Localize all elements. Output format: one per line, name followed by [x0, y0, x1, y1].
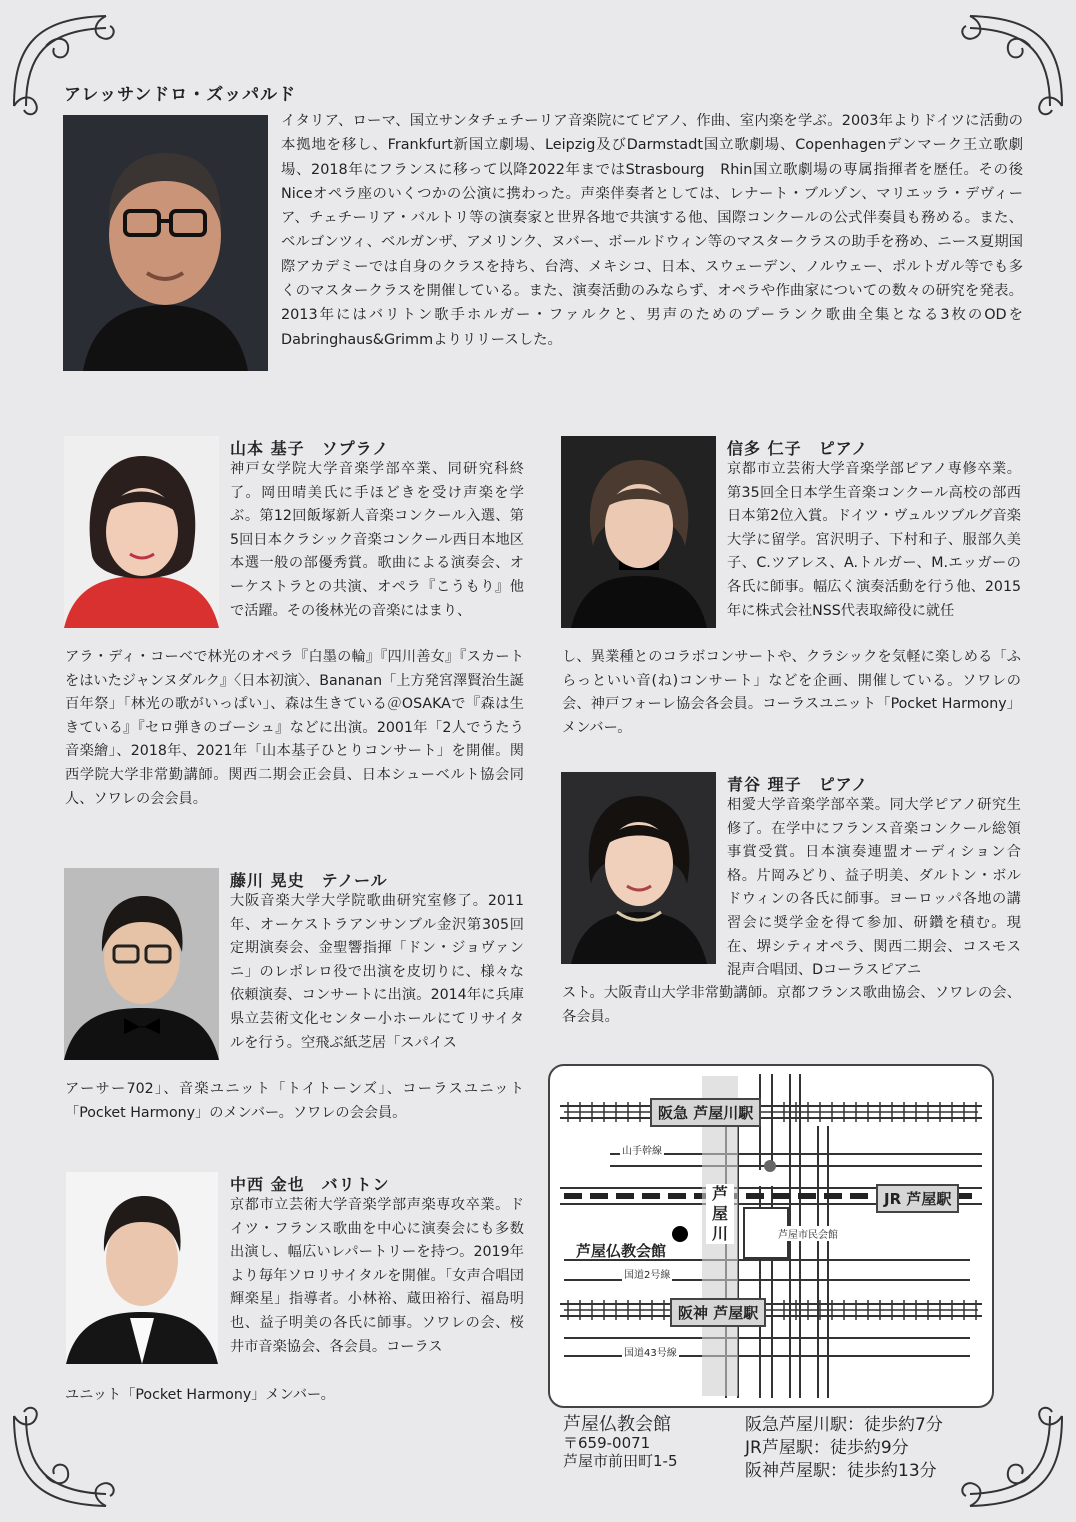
fujikawa-bio-side: 大阪音楽大学大学院歌曲研究室修了。2011年、オーケストラアンサンブル金沢第305回定期演奏会、金聖響指揮「ドン・ジョヴァンニ」のレポレロ役で出演を皮切りに、様々な依頼演奏、コンサートに出演。2014年に兵庫県立芸術文化センター小ホールにてリサイタルを行う。空飛ぶ紙芝居「スパイス — [230, 893, 524, 1051]
aoya-bio-side: 相愛大学音楽学部卒業。同大学ピアノ研究生修了。在学中にフランス音楽コンクール総領事賞受賞。日本演奏連盟オーディション合格。片岡みどり、益子明美、ダルトン・ボルドウィンの各氏に師事。ヨーロッパ各地の講習会に奨学金を得て参加、研鑽を積む。現在、堺シティオペラ、関西二期会、コスモス混声合唱団、Dコーラスピアニ — [727, 797, 1021, 979]
jr-station-label: JR 芦屋駅 — [876, 1184, 959, 1213]
venue-map-label: 芦屋仏教会館 — [576, 1242, 667, 1260]
hanshin-station-label: 阪神 芦屋駅 — [670, 1298, 766, 1327]
yamamoto-bio-side: 神戸女学院大学音楽学部卒業、同研究科終了。岡田晴美氏に手ほどきを受け声楽を学ぶ。第12回飯塚新人音楽コンクール入選、第5回日本クラシック音楽コンクール西日本地区本選一般の部優秀賞。歌曲による演奏会、オーケストラとの共演、オペラ『こうもり』他で活躍。その後林光の音楽にはまり、 — [230, 461, 524, 619]
nakanishi-bio-side: 京都市立芸術大学音楽学部声楽専攻卒業。ドイツ・フランス歌曲を中心に演奏会にも多数出演し、幅広いレパートリーを持つ。2019年より毎年ソロリサイタルを開催。「女声合唱団輝楽星」指導者。小林裕、蔵田裕行、福島明也、益子明美の各氏に師事。ソワレの会、桜井市音楽協会、各会員。コーラス — [230, 1197, 524, 1355]
main-artist-name: アレッサンドロ・ズッパルド — [64, 85, 297, 105]
aoya-bio-full: スト。大阪青山大学非常勤講師。京都フランス歌曲協会、ソワレの会、各会員。 — [562, 985, 1021, 1025]
civic-hall-label: 芦屋市民会館 — [776, 1226, 840, 1241]
shinoda-name: 信多 仁子 ピアノ — [727, 439, 869, 458]
access-jr: JR芦屋駅：徒歩約9分 — [745, 1438, 909, 1458]
main-artist-photo — [63, 115, 268, 371]
yamamoto-name: 山本 基子 ソプラノ — [230, 439, 390, 458]
yamamoto-bio-full: アラ・ディ・コーベで林光のオペラ『白墨の輪』『四川善女』『スカートをはいたジャンヌダルク』〈日本初演〉、Bananan「上方発宮澤賢治生誕百年祭」「林光の歌がいっぱい」、森は生きている＠OSAKAで『森は生きている』『セロ弾きのゴーシュ』などに出演。2001年「2人でうたう音楽繪」、2018年、2021年「山本基子ひとりコンサート」を開催。関西学院大学非常勤講師。関西二期会正会員、日本シューベルト協会同人、ソワレの会会員。 — [65, 649, 524, 807]
nakanishi-name: 中西 金也 バリトン — [230, 1175, 390, 1194]
shinoda-bio-full: し、異業種とのコラボコンサートや、クラシックを気軽に楽しめる「ふらっといい音(ね)コンサート」などを企画、開催している。ソワレの会、神戸フォーレ協会各会員。コーラスユニット「Pocket Harmony」メンバー。 — [562, 649, 1021, 736]
venue-name: 芦屋仏教会館 — [563, 1414, 671, 1435]
corner-ornament-top-right — [960, 6, 1070, 116]
access-hankyu: 阪急芦屋川駅：徒歩約7分 — [745, 1415, 943, 1435]
route43-label: 国道43号線 — [622, 1344, 679, 1359]
aoya-photo — [561, 772, 716, 964]
fujikawa-name: 藤川 晃史 テノール — [230, 871, 388, 890]
corner-ornament-bottom-left — [6, 1406, 116, 1516]
yamate-road-label: 山手幹線 — [620, 1142, 664, 1157]
yamamoto-photo — [64, 436, 219, 628]
fujikawa-photo — [64, 868, 219, 1060]
route2-label: 国道2号線 — [622, 1266, 672, 1281]
nakanishi-bio-full: ユニット「Pocket Harmony」メンバー。 — [65, 1387, 335, 1403]
access-hanshin: 阪神芦屋駅：徒歩約13分 — [745, 1461, 937, 1481]
shinoda-bio-side: 京都市立芸術大学音楽学部ピアノ専修卒業。第35回全日本学生音楽コンクール高校の部西日本第2位入賞。ドイツ・ヴュルツブルグ音楽大学に留学。宮沢明子、下村和子、服部久美子、C.ツアレス、A.トルガー、M.エッガーの各氏に師事。幅広く演奏活動を行う他、2015年に株式会社NSS代表取締役に就任 — [727, 461, 1021, 619]
main-artist-bio: イタリア、ローマ、国立サンタチェチーリア音楽院にてピアノ、作曲、室内楽を学ぶ。2003年よりドイツに活動の本拠地を移し、Frankfurt新国立劇場、Leipzig及びDarmstadt国立歌劇場、Copenhagenデンマーク王立歌劇場、2018年にフランスに移って以降2022年まではStrasbourg Rhin国立歌劇場の専属指揮者を歴任。その後Niceオペラ座のいくつかの公演に携わった。声楽伴奏者としては、レナート・ブルゾン、マリエッラ・デヴィーア、チェチーリア・バルトリ等の演奏家と世界各地で共演する他、国際コンクールの公式伴奏員も務める。また、ベルゴンツィ、ベルガンザ、アメリンク、ヌバー、ボールドウィン等のマスタークラスの助手を務め、ニース夏期国際アカデミーでは自身のクラスを持ち、台湾、メキシコ、日本、スウェーデン、ノルウェー、ポルトガル等でも多くのマスタークラスを開催している。また、演奏活動のみならず、オペラや作曲家についての数々の研究を発表。2013年にはバリトン歌手ホルガー・ファルクと、男声のためのプーランク歌曲全集となる3枚のODをDabringhaus&Grimmよりリリースした。 — [281, 113, 1023, 348]
venue-address: 芦屋市前田町1-5 — [563, 1452, 678, 1470]
access-map — [548, 1064, 994, 1408]
hankyu-station-label: 阪急 芦屋川駅 — [650, 1098, 761, 1127]
corner-ornament-bottom-right — [960, 1406, 1070, 1516]
venue-postal: 〒659-0071 — [563, 1434, 651, 1452]
aoya-name: 青谷 理子 ピアノ — [727, 775, 869, 794]
nakanishi-photo — [66, 1172, 218, 1364]
shinoda-photo — [561, 436, 716, 628]
fujikawa-bio-full: アーサー702」、音楽ユニット「トイトーンズ」、コーラスユニット「Pocket Harmony」のメンバー。ソワレの会会員。 — [65, 1081, 524, 1121]
river-label: 芦屋川 — [706, 1184, 734, 1244]
